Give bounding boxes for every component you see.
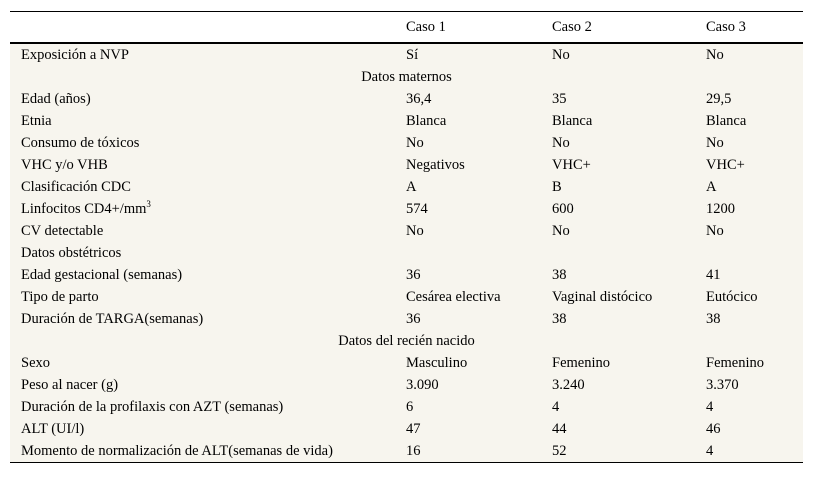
cell-caso-1: No (406, 134, 424, 151)
row-label-text: Etnia (21, 112, 52, 129)
cell-caso-3: 29,5 (706, 90, 732, 107)
cell-caso-2: Blanca (552, 112, 593, 129)
cell-caso-3: 1200 (706, 200, 735, 217)
cell-caso-2: 44 (552, 420, 567, 437)
cell-caso-1: A (406, 178, 417, 195)
section-heading: Datos del recién nacido (338, 332, 475, 349)
row-label-text: Consumo de tóxicos (21, 134, 140, 151)
cell-caso-2: 3.240 (552, 376, 585, 393)
row-label (10, 110, 395, 132)
cell-caso-2: B (552, 178, 562, 195)
row-label (10, 43, 395, 66)
row-label-superscript: 3 (146, 198, 151, 209)
table-row (10, 176, 803, 198)
table-row (10, 110, 803, 132)
row-label (10, 132, 395, 154)
table-row (10, 308, 803, 330)
row-label-text: Sexo (21, 354, 50, 371)
cell-caso-3: No (706, 46, 724, 63)
cell-caso-2: 35 (552, 90, 567, 107)
row-label (10, 286, 395, 308)
header-cell-caso-1: Caso 1 (395, 12, 541, 44)
cell-caso-3: 46 (706, 420, 721, 437)
cell-caso-2: No (552, 134, 570, 151)
header-cell-label (10, 12, 395, 44)
row-label (10, 198, 395, 220)
table-row (10, 88, 803, 110)
row-label (10, 264, 395, 286)
row-label-text: Duración de TARGA(semanas) (21, 310, 204, 327)
cell-caso-2: 4 (552, 398, 560, 415)
cell-caso-1: 36,4 (406, 90, 432, 107)
cell-caso-1: 574 (406, 200, 428, 217)
table-row (10, 154, 803, 176)
table-body (10, 43, 803, 463)
table-row (10, 374, 803, 396)
row-label-text: Exposición a NVP (21, 46, 129, 63)
section-heading: Datos maternos (361, 68, 452, 85)
cell-caso-1: Blanca (406, 112, 447, 129)
cell-caso-1: Sí (406, 46, 419, 63)
row-label-text: Clasificación CDC (21, 178, 131, 195)
cell-caso-3: VHC+ (706, 156, 745, 173)
cell-caso-1: Cesárea electiva (406, 288, 501, 305)
table-row (10, 286, 803, 308)
row-label (10, 176, 395, 198)
table-row (10, 220, 803, 242)
header-cell-caso-2: Caso 2 (541, 12, 695, 44)
cell-caso-1: No (406, 222, 424, 239)
cell-caso-2: Vaginal distócico (552, 288, 653, 305)
table-row (10, 396, 803, 418)
table-header (10, 12, 803, 44)
cell-caso-2: 38 (552, 310, 567, 327)
row-label-text: Peso al nacer (g) (21, 376, 119, 393)
cell-caso-1: Masculino (406, 354, 468, 371)
row-label-text: Duración de la profilaxis con AZT (semanas) (21, 398, 284, 415)
row-label (10, 88, 395, 110)
row-label (10, 396, 395, 418)
table-row (10, 43, 803, 66)
row-label-text: ALT (UI/l) (21, 420, 85, 437)
cell-caso-2: 52 (541, 440, 695, 463)
row-label-text: Edad (años) (21, 90, 91, 107)
row-label (10, 154, 395, 176)
cell-caso-2: No (552, 222, 570, 239)
row-label-text: Tipo de parto (21, 288, 99, 305)
cell-caso-3: 38 (706, 310, 721, 327)
cell-caso-3: Blanca (706, 112, 747, 129)
table-row (10, 132, 803, 154)
cell-caso-2: No (552, 46, 570, 63)
row-label (10, 374, 395, 396)
cell-caso-1: 16 (395, 440, 541, 463)
row-label (10, 220, 395, 242)
cell-caso-1: 36 (406, 266, 421, 283)
section-row (10, 330, 803, 352)
cell-caso-3: A (706, 178, 717, 195)
cell-caso-2: Femenino (552, 354, 610, 371)
cell-caso-3: Eutócico (706, 288, 758, 305)
section-row (10, 242, 803, 264)
cell-caso-3: Femenino (706, 354, 764, 371)
row-label (10, 352, 395, 374)
table-row (10, 418, 803, 440)
cell-caso-1: 36 (406, 310, 421, 327)
cell-caso-1: 6 (406, 398, 414, 415)
row-label (10, 418, 395, 440)
cell-caso-3: 4 (706, 398, 714, 415)
clinical-cases-table (10, 11, 803, 463)
row-label-text: VHC y/o VHB (21, 156, 108, 173)
cell-caso-3: 4 (695, 440, 803, 463)
row-label (10, 440, 395, 463)
clinical-cases-table-container (10, 11, 803, 463)
cell-caso-3: 41 (706, 266, 721, 283)
table-row (10, 198, 803, 220)
table-row (10, 440, 803, 463)
header-cell-caso-3: Caso 3 (695, 12, 803, 44)
row-label (10, 308, 395, 330)
cell-caso-1: Negativos (406, 156, 465, 173)
header-row (10, 12, 803, 44)
cell-caso-1: 47 (406, 420, 421, 437)
cell-caso-2: 600 (552, 200, 574, 217)
cell-caso-3: 3.370 (706, 376, 739, 393)
row-label-text: Linfocitos CD4+/mm (21, 200, 147, 217)
table-row (10, 352, 803, 374)
cell-caso-3: No (706, 222, 724, 239)
cell-caso-2: VHC+ (552, 156, 591, 173)
row-label-text: Momento de normalización de ALT(semanas de vida) (21, 442, 333, 459)
cell-caso-3: No (706, 134, 724, 151)
section-row (10, 66, 803, 88)
cell-caso-1: 3.090 (406, 376, 439, 393)
row-label-text: CV detectable (21, 222, 104, 239)
cell-caso-2: 38 (552, 266, 567, 283)
row-label-text: Edad gestacional (semanas) (21, 266, 183, 283)
table-row (10, 264, 803, 286)
section-heading: Datos obstétricos (21, 244, 122, 261)
